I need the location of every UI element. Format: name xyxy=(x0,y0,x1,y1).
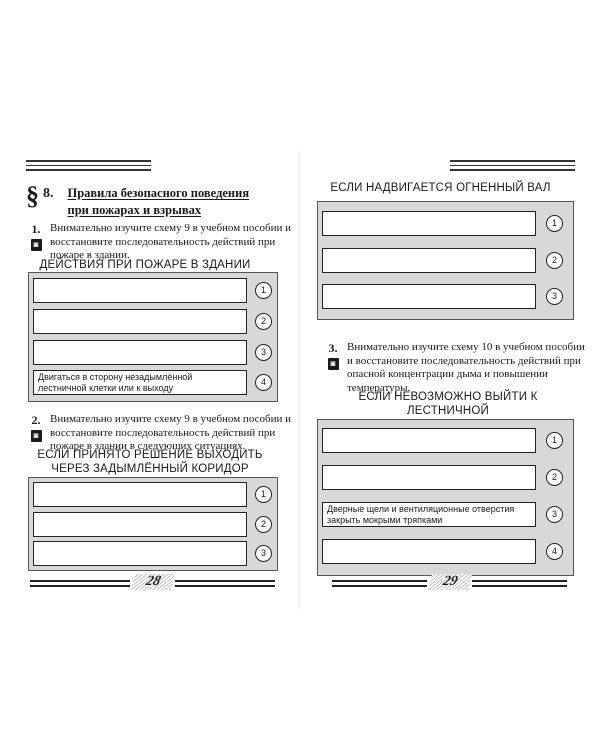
scheme-title xyxy=(30,448,270,476)
top-rule xyxy=(450,160,575,174)
answer-slot-2[interactable] xyxy=(33,309,247,334)
scheme-cannot-exit xyxy=(317,419,574,576)
answer-slot-1[interactable] xyxy=(322,428,536,453)
right-page xyxy=(300,0,600,750)
page-number: 29 xyxy=(428,574,472,590)
answer-slot-1[interactable] xyxy=(33,482,247,507)
answer-slot-1[interactable] xyxy=(322,211,536,236)
scheme-title xyxy=(30,258,260,272)
scheme-fire-wave xyxy=(317,201,574,320)
answer-slot-2[interactable] xyxy=(322,248,536,273)
scheme-fire-in-building xyxy=(28,272,278,402)
scheme-title-line2: ЧЕРЕЗ ЗАДЫМЛЁННЫЙ КОРИДОР xyxy=(51,463,249,475)
answer-slot-2[interactable] xyxy=(33,512,247,537)
task-text: Внимательно изучите схему 9 в учебном пособии и восстановите последовательность действий при пожаре в здании. xyxy=(50,222,291,261)
step-number-1: 1 xyxy=(255,282,272,299)
task-number: 3. xyxy=(328,341,338,355)
step-number-3: 3 xyxy=(546,288,563,305)
task-1 xyxy=(28,222,295,263)
step-number-4: 4 xyxy=(255,374,272,391)
answer-slot-3[interactable] xyxy=(33,340,247,365)
task-number: 1. xyxy=(31,222,41,236)
answer-slot-1[interactable] xyxy=(33,278,247,303)
step-number-2: 2 xyxy=(255,516,272,533)
scheme-title-text: ЕСЛИ НАДВИГАЕТСЯ ОГНЕННЫЙ ВАЛ xyxy=(330,182,551,194)
task-3 xyxy=(325,341,592,395)
scheme-smoky-corridor xyxy=(28,477,278,571)
section-title-line2: при пожарах и взрывах xyxy=(67,203,202,217)
step-number-2: 2 xyxy=(255,313,272,330)
step-number-2: 2 xyxy=(546,252,563,269)
answer-slot-4: Двигаться в сторону незадымлённой лестничной клетки или к выходу xyxy=(33,370,247,395)
top-rule xyxy=(26,160,151,174)
step-number-2: 2 xyxy=(546,469,563,486)
section-symbol: § xyxy=(26,181,39,210)
step-number-3: 3 xyxy=(255,545,272,562)
scheme-title-line1: ЕСЛИ НЕВОЗМОЖНО ВЫЙТИ К ЛЕСТНИЧНОЙ xyxy=(358,391,538,417)
step-number-1: 1 xyxy=(546,215,563,232)
book-icon: ◙ xyxy=(328,358,339,370)
scheme-title xyxy=(318,181,563,195)
step-number-4: 4 xyxy=(546,543,563,560)
page-number: 28 xyxy=(131,574,175,590)
book-icon: ◙ xyxy=(31,430,42,442)
answer-slot-3: Дверные щели и вентиляционные отверстия закрыть мокрыми тряпками xyxy=(322,502,536,527)
step-number-1: 1 xyxy=(546,432,563,449)
task-text: Внимательно изучите схему 10 в учебном пособии и восстановите последовательность действий при опасной концентрации дыма и повышении температуры. xyxy=(347,341,585,394)
section-title-line1: Правила безопасного поведения xyxy=(67,186,250,200)
step-number-3: 3 xyxy=(546,506,563,523)
step-number-1: 1 xyxy=(255,486,272,503)
scheme-title-line1: ЕСЛИ ПРИНЯТО РЕШЕНИЕ ВЫХОДИТЬ xyxy=(37,449,263,461)
answer-slot-3[interactable] xyxy=(33,541,247,566)
section-title xyxy=(68,185,250,219)
task-number: 2. xyxy=(31,413,41,427)
section-heading xyxy=(26,183,249,219)
book-icon: ◙ xyxy=(31,239,42,251)
step-number-3: 3 xyxy=(255,344,272,361)
answer-slot-3[interactable] xyxy=(322,284,536,309)
answer-slot-4[interactable] xyxy=(322,539,536,564)
section-number: 8. xyxy=(43,186,54,201)
scheme-title-text: ДЕЙСТВИЯ ПРИ ПОЖАРЕ В ЗДАНИИ xyxy=(39,259,251,271)
task-text: Внимательно изучите схему 9 в учебном пособии и восстановите последовательность действий при пожаре в здании в следующих ситуациях. xyxy=(50,413,291,452)
answer-slot-2[interactable] xyxy=(322,465,536,490)
